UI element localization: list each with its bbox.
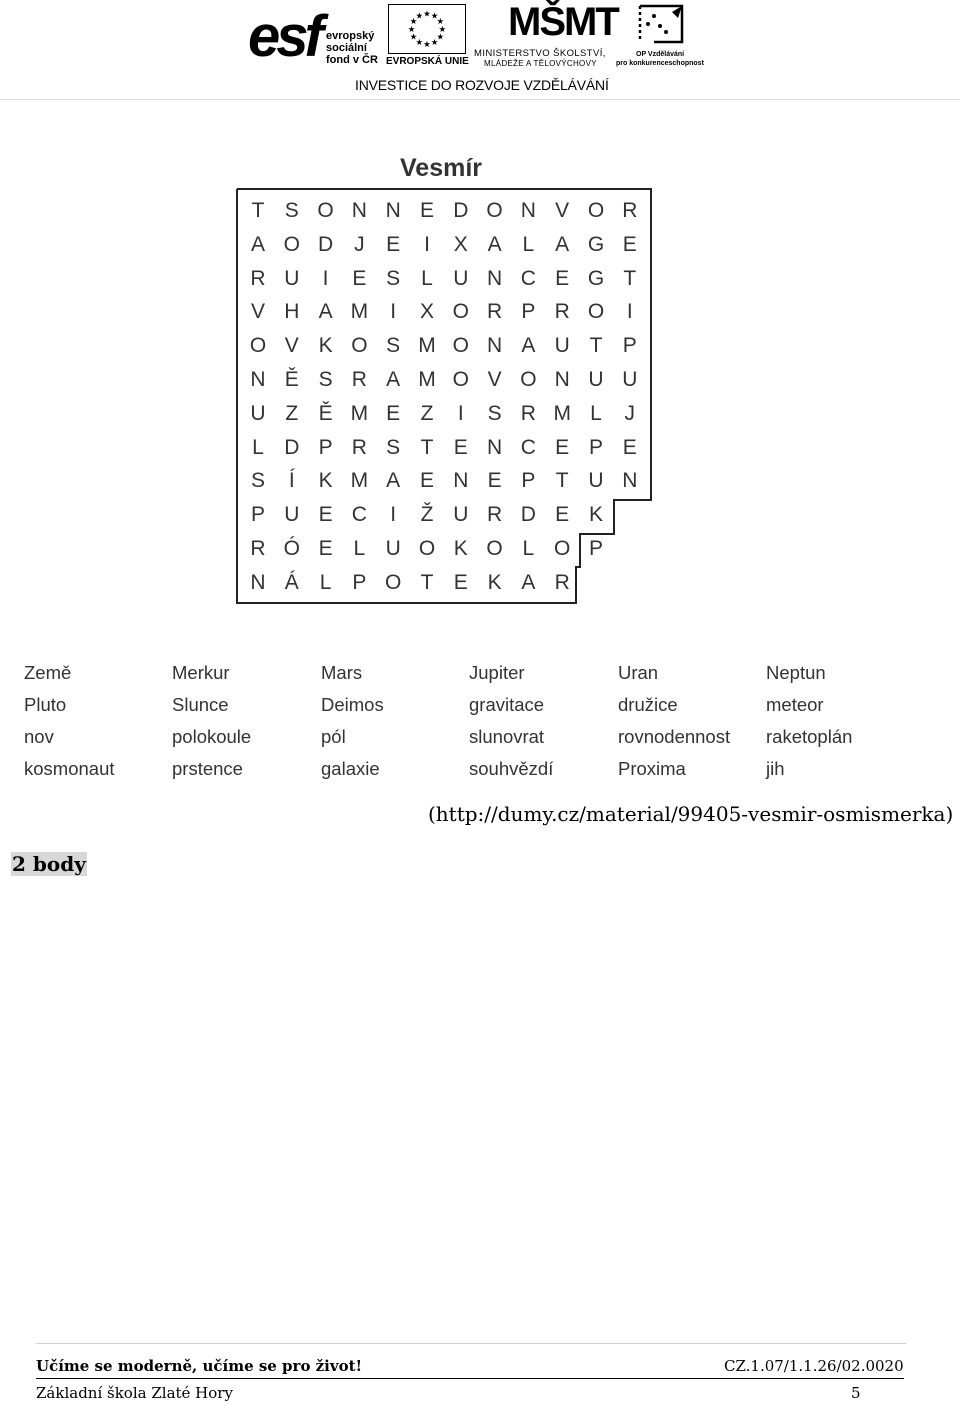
msmt-logo: MŠMT — [508, 0, 618, 44]
word-list-item: jih — [766, 758, 785, 779]
grid-letter: L — [421, 266, 433, 290]
puzzle-title: Vesmír — [400, 154, 483, 182]
grid-letter: T — [623, 266, 637, 290]
word-list-item: rovnodennost — [618, 726, 731, 747]
footer-divider — [36, 1378, 904, 1379]
footer-motto: Učíme se moderně, učíme se pro život! — [36, 1357, 363, 1375]
grid-letter: J — [624, 401, 636, 425]
word-list-item: Neptun — [766, 662, 826, 683]
eu-star-icon: ★ — [430, 38, 439, 49]
page-number: 5 — [851, 1384, 861, 1402]
grid-letter: G — [587, 266, 605, 290]
eu-star-icon: ★ — [423, 40, 431, 51]
word-list-item: kosmonaut — [24, 758, 115, 779]
grid-letter: T — [420, 435, 434, 459]
grid-letter: S — [386, 266, 401, 290]
grid-letter: M — [418, 368, 436, 391]
grid-letter: M — [553, 401, 571, 425]
source-url: (http://dumy.cz/material/99405-vesmir-osmismerka) — [428, 802, 954, 826]
grid-letter: O — [520, 368, 537, 391]
word-list-item: Proxima — [618, 758, 686, 779]
word-list-item: Pluto — [24, 694, 67, 715]
grid-letter: P — [250, 503, 265, 527]
grid-letter: U — [284, 503, 300, 527]
grid-letter: D — [284, 435, 300, 459]
word-list-item: Jupiter — [469, 662, 525, 683]
grid-letter: E — [386, 232, 401, 256]
grid-letter: O — [385, 570, 402, 594]
grid-letter: I — [390, 300, 397, 324]
grid-letter: L — [522, 537, 535, 560]
grid-letter: P — [318, 435, 333, 459]
header-tagline: INVESTICE DO ROZVOJE VZDĚLÁVÁNÍ — [355, 77, 609, 93]
grid-letter: D — [520, 503, 536, 527]
grid-letter: A — [318, 300, 333, 324]
grid-letter: K — [318, 334, 333, 358]
eu-star-icon: ★ — [409, 17, 418, 28]
eu-star-icon: ★ — [415, 11, 424, 22]
op-logo-icon — [634, 2, 688, 48]
grid-letter: P — [521, 469, 536, 493]
grid-letter: R — [250, 537, 266, 560]
grid-letter: N — [385, 199, 401, 222]
esf-caption-line: evropský — [326, 30, 375, 42]
word-list-item: prstence — [172, 758, 243, 779]
grid-letter: E — [386, 401, 401, 425]
eu-star-icon: ★ — [438, 24, 447, 35]
eu-star-icon: ★ — [409, 32, 418, 43]
grid-letter: O — [486, 199, 503, 222]
header-logos — [0, 0, 960, 100]
grid-letter: Ž — [420, 503, 434, 527]
grid-letter: O — [249, 334, 267, 358]
grid-letter: I — [457, 401, 464, 425]
grid-letter: O — [452, 334, 469, 358]
word-list-item: gravitace — [469, 694, 545, 715]
grid-letter: R — [554, 300, 570, 324]
grid-letter: I — [626, 300, 633, 324]
grid-letter: O — [587, 199, 605, 222]
word-list-item: raketoplán — [766, 726, 853, 747]
grid-letter: T — [251, 199, 265, 222]
eu-star-icon: ★ — [430, 11, 439, 22]
grid-letter: E — [622, 232, 637, 256]
grid-letter: Á — [284, 570, 299, 594]
grid-letter: H — [284, 300, 300, 324]
grid-letter: U — [453, 266, 469, 290]
grid-letter: A — [521, 334, 536, 358]
grid-letter: O — [587, 300, 605, 324]
grid-letter: U — [250, 401, 266, 425]
grid-letter: J — [354, 232, 365, 256]
eu-stars-icon — [408, 10, 447, 51]
grid-letter: E — [419, 469, 434, 493]
op-caption-line2: pro konkurenceschopnost — [616, 60, 704, 67]
grid-letter: V — [555, 199, 570, 222]
word-list-item: slunovrat — [469, 726, 545, 747]
grid-letter: A — [487, 232, 502, 256]
grid-letter: E — [453, 570, 468, 594]
puzzle-grid — [236, 188, 652, 604]
grid-letter: T — [555, 469, 569, 493]
grid-letter: M — [350, 401, 369, 425]
eu-flag-logo — [388, 4, 466, 54]
grid-letter: U — [588, 368, 604, 391]
grid-letter: U — [284, 266, 300, 290]
grid-letter: S — [487, 401, 502, 425]
grid-letter: X — [419, 300, 434, 324]
msmt-caption-line2: MLÁDEŽE A TĚLOVÝCHOVY — [484, 59, 597, 68]
grid-letter: E — [318, 537, 333, 560]
grid-letter: Ě — [318, 401, 333, 425]
grid-letter: A — [250, 232, 265, 256]
grid-letter: C — [520, 266, 536, 290]
grid-letter: Z — [285, 401, 299, 425]
grid-letter: E — [555, 266, 570, 290]
grid-letter: R — [487, 300, 503, 324]
grid-letter: S — [386, 435, 401, 459]
word-list-item: Uran — [618, 662, 659, 683]
grid-letter: G — [587, 232, 605, 256]
grid-letter: V — [250, 300, 265, 324]
grid-letter: L — [522, 232, 535, 256]
header-divider — [0, 99, 960, 100]
grid-letter: N — [487, 266, 503, 290]
grid-letter: A — [386, 368, 401, 391]
grid-letter: N — [520, 199, 536, 222]
grid-letter: N — [453, 469, 469, 493]
grid-letter: Ě — [284, 368, 299, 391]
eu-star-icon: ★ — [436, 17, 445, 28]
grid-letter: O — [418, 537, 436, 560]
grid-letter: M — [418, 334, 436, 358]
grid-letter: O — [283, 232, 300, 256]
grid-letter: U — [385, 537, 401, 560]
eu-label: EVROPSKÁ UNIE — [386, 56, 469, 67]
grid-letter: I — [390, 503, 397, 527]
word-list-item: Země — [24, 662, 72, 683]
grid-letter: L — [590, 401, 602, 425]
eu-star-icon: ★ — [423, 9, 431, 20]
grid-letter: O — [486, 537, 503, 560]
grid-letter: V — [284, 334, 299, 358]
grid-letter: L — [319, 570, 332, 594]
grid-letter: S — [284, 199, 299, 222]
grid-letter: U — [588, 469, 604, 493]
grid-letter: O — [351, 334, 368, 358]
grid-letter: K — [487, 570, 502, 594]
word-list-item: Deimos — [321, 694, 384, 715]
grid-letter: L — [353, 537, 366, 560]
grid-letter: D — [318, 232, 334, 256]
esf-logo-caption — [326, 30, 378, 66]
grid-letter: R — [250, 266, 266, 290]
grid-letter: N — [250, 368, 266, 391]
footer-project-code: CZ.1.07/1.1.26/02.0020 — [724, 1357, 904, 1375]
word-list-item: nov — [24, 726, 54, 747]
grid-letter: U — [622, 368, 638, 391]
grid-letter: E — [555, 435, 570, 459]
grid-letter: O — [452, 300, 469, 324]
grid-letter: Z — [420, 401, 434, 425]
grid-letter: E — [318, 503, 333, 527]
grid-letter: U — [554, 334, 570, 358]
grid-letter: N — [554, 368, 570, 391]
grid-letter: S — [318, 368, 333, 391]
footer-school-name: Základní škola Zlaté Hory — [36, 1384, 233, 1402]
grid-letter: I — [424, 232, 430, 256]
grid-letter: V — [487, 368, 502, 391]
grid-letter: E — [555, 503, 570, 527]
grid-letter: M — [350, 300, 369, 324]
grid-letter: E — [622, 435, 637, 459]
grid-letter: A — [386, 469, 401, 493]
grid-letter: R — [351, 368, 367, 391]
eu-star-icon: ★ — [407, 24, 416, 35]
word-list-item: Mars — [321, 662, 363, 683]
grid-letter: R — [487, 503, 503, 527]
grid-letter: Ó — [283, 537, 300, 560]
grid-letter: P — [588, 435, 603, 459]
word-list-item: polokoule — [172, 726, 252, 747]
grid-letter: A — [555, 232, 570, 256]
grid-letter: L — [252, 435, 264, 459]
grid-letter: E — [487, 469, 502, 493]
grid-letter: K — [453, 537, 468, 560]
grid-letter: T — [589, 334, 603, 358]
grid-letter: U — [453, 503, 469, 527]
grid-letter: O — [452, 368, 469, 391]
grid-letter: R — [351, 435, 367, 459]
op-caption-line1: OP Vzdělávání — [636, 51, 685, 58]
word-list-item: Merkur — [172, 662, 230, 683]
eu-star-icon: ★ — [436, 32, 445, 43]
grid-letter: K — [588, 503, 603, 527]
word-list-item: souhvězdí — [469, 758, 554, 779]
grid-letter: S — [386, 334, 401, 358]
grid-letter: T — [420, 570, 434, 594]
grid-letter: N — [622, 469, 638, 493]
grid-letter: N — [487, 334, 503, 358]
word-list-item: Slunce — [172, 694, 229, 715]
grid-letter: N — [250, 570, 266, 594]
esf-caption-line: fond v ČR — [326, 54, 378, 66]
grid-letter: O — [554, 537, 571, 560]
grid-letter: P — [588, 537, 603, 560]
grid-letter: R — [622, 199, 638, 222]
word-list-item: meteor — [766, 694, 824, 715]
grid-letter: P — [622, 334, 637, 358]
grid-letter: M — [350, 469, 369, 493]
grid-letter: C — [520, 435, 536, 459]
grid-letter: R — [520, 401, 536, 425]
grid-letter: E — [352, 266, 367, 290]
grid-letter: C — [351, 503, 367, 527]
esf-caption-line: sociální — [326, 42, 367, 54]
esf-logo: esf — [248, 4, 320, 69]
grid-letter: N — [351, 199, 367, 222]
grid-letter: O — [317, 199, 334, 222]
grid-letter: R — [554, 570, 570, 594]
grid-letter: A — [521, 570, 536, 594]
grid-letter: E — [453, 435, 468, 459]
points-label: 2 body — [12, 852, 86, 876]
word-list-item: galaxie — [321, 758, 380, 779]
word-list-item: pól — [321, 726, 346, 747]
grid-letter: P — [521, 300, 536, 324]
grid-letter: I — [322, 266, 329, 290]
grid-letter: Í — [288, 469, 295, 493]
grid-letter: E — [419, 199, 434, 222]
word-list-item: družice — [618, 694, 678, 715]
grid-letter: X — [453, 232, 468, 256]
grid-letter: N — [487, 435, 503, 459]
grid-letter: K — [318, 469, 333, 493]
footer-top-divider — [36, 1343, 906, 1344]
grid-letter: D — [453, 199, 469, 222]
grid-letter: P — [352, 570, 367, 594]
msmt-caption-line1: MINISTERSTVO ŠKOLSTVÍ, — [474, 48, 606, 59]
grid-letter: S — [250, 469, 265, 493]
eu-star-icon: ★ — [415, 38, 424, 49]
